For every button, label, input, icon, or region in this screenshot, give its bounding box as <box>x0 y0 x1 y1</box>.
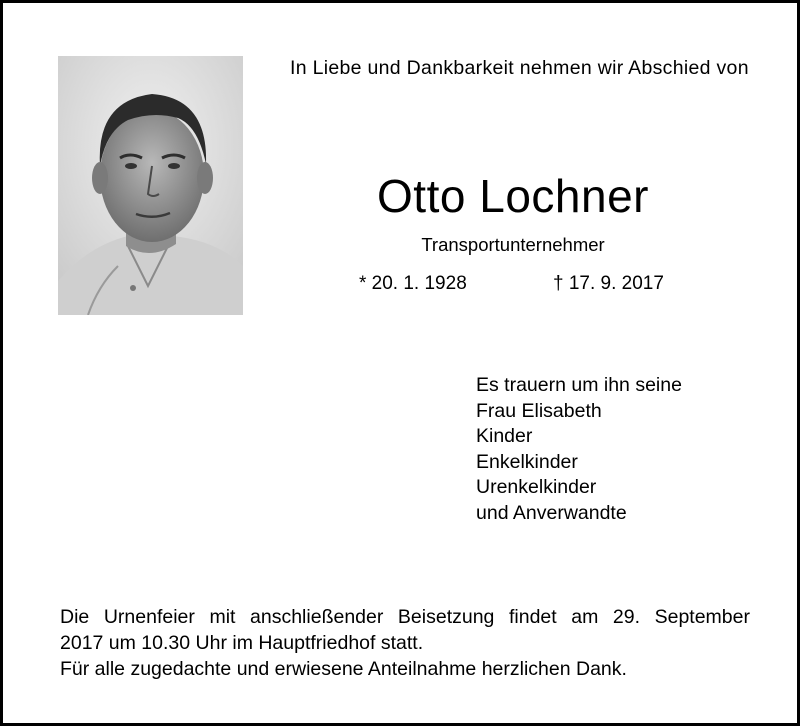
mourners-line: Kinder <box>476 425 533 447</box>
mourners-line: Enkelkinder <box>476 450 578 473</box>
deceased-name: Otto Lochner <box>377 170 649 222</box>
birth-date: * 20. 1. 1928 <box>359 273 467 294</box>
farewell-intro: In Liebe und Dankbarkeit nehmen wir Abschied von <box>290 57 749 79</box>
funeral-info <box>60 604 750 682</box>
deceased-profession: Transportunternehmer <box>421 234 605 255</box>
mourners-list <box>476 373 776 526</box>
thanks-line: Für alle zugedachte und erwiesene Anteilnahme herzlichen Dank. <box>60 658 627 680</box>
mourners-line: Frau Elisabeth <box>476 399 602 422</box>
death-date: † 17. 9. 2017 <box>553 273 664 294</box>
mourners-line: und Anverwandte <box>476 501 627 524</box>
mourners-line: Es trauern um ihn seine <box>476 374 682 396</box>
funeral-info-line: 2017 um 10.30 Uhr im Hauptfriedhof statt. <box>60 632 424 654</box>
portrait-photo <box>58 56 243 315</box>
funeral-info-line: Die Urnenfeier mit anschließender Beisetzung findet am 29. September <box>60 606 750 628</box>
mourners-line: Urenkelkinder <box>476 476 597 498</box>
